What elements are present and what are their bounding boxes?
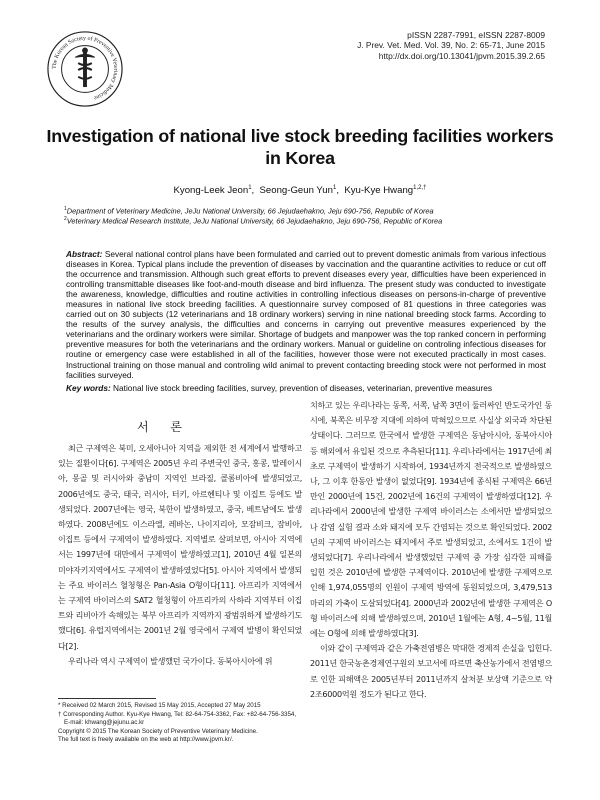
footnote-email[interactable]: E-mail: khwang@jejunu.ac.kr xyxy=(64,719,145,727)
issn-line: pISSN 2287-7991, eISSN 2287-8009 xyxy=(407,30,545,40)
caduceus-icon xyxy=(75,48,95,87)
citation-line: J. Prev. Vet. Med. Vol. 39, No. 2: 65-71, June 2015 xyxy=(357,40,545,51)
keywords-label: Key words: xyxy=(66,383,111,393)
affiliation-2 xyxy=(64,215,544,225)
right-paragraph-2: 이와 같이 구제역과 같은 가축전염병은 막대한 경제적 손실을 입힌다. 2011년 한국농촌경제연구원의 보고서에 따르면 축산농가에서 전염병으로 인한 피해액은 2005년부터 2011년까지 살처분 보상액 기준으로 약 2조6000억원 정도가 된다고 한다. xyxy=(310,644,552,699)
author-1: Kyong-Leek Jeon xyxy=(173,185,249,197)
affiliations xyxy=(64,205,544,226)
author-3-sup: 1,2,† xyxy=(413,185,427,191)
keywords xyxy=(66,383,546,393)
keywords-text: National live stock breeding facilities, survey, prevention of diseases, veterinarian, preventive measures xyxy=(113,383,492,393)
left-paragraph-2: 우리나라 역시 구제역이 발생했던 국가이다. 동북아시아에 위 xyxy=(68,656,273,666)
affiliation-1 xyxy=(64,205,544,215)
journal-seal-logo xyxy=(46,30,124,108)
affiliation-1-sup: 1 xyxy=(64,206,67,212)
right-paragraph-1: 치하고 있는 우리나라는 동쪽, 서쪽, 남쪽 3면이 둘러싸인 반도국가인 동시에, 북쪽은 비무장 지대에 의하여 막혀있으므로 사실상 외국과 차단된 상태이다. 그러므로 한국에서 발생한 구제역은 동남아시아, 동북아시아 등 해외에서 유입된 것으로 추측된다[11]. 우리나라에서는 1917년에 최초로 구제역이 발생하기 시작하여, 1934년까지 전국적으로 발생하였으나, 그 이후 한동안 발생이 없었다[9]. 1934년에 종식된 구제역은 66년만인 2000년에 15건, 2002년에 16건의 구제역이 발생하였다[12]. 우리나라에서 2000년에 발생한 구제역 바이러스는 소에서만 발생되었으나 감염 실험 결과 소와 돼지에 모두 간염되는 것으로 확인되었다. 2002년의 구제역 바이러스는 돼지에서 주로 발생되었고, 소에서도 1건이 발생되었다[7]. 우리나라에서 발생했었던 구제역 중 가장 심각한 피해를 입힌 것은 2010년에 발생한 구제역이다. 2010년에 발생한 구제역으로 인해 1,974,055명의 인원이 구제역 방역에 동원되었으며, 3,479,513마리의 가축이 도살되었다[4]. 2000년과 2002년에 발생한 구제역은 O형 바이러스에 의해 발생하였으며, 2010년 1월에는 A형, 4~5월, 11월에는 O형에 의해 발생하였다[3]. xyxy=(310,401,552,639)
author-2: Seong-Geun Yun xyxy=(259,185,333,197)
author-3: Kyu-Kye Hwang xyxy=(344,185,414,197)
affiliation-2-text: Veterinary Medical Research Institute, JeJu National University, 66 Jejudaehakno, Jeju 690-756, Republic of Korea xyxy=(66,216,443,226)
title-line-2: in Korea xyxy=(265,147,335,168)
abstract-label: Abstract: xyxy=(66,249,103,259)
abstract xyxy=(66,249,546,380)
doi-link[interactable]: http://dx.doi.org/10.13041/jpvm.2015.39.2.65 xyxy=(378,50,545,61)
footnote-copyright: Copyright © 2015 The Korean Society of Preventive Veterinary Medicine. xyxy=(58,727,258,735)
journal-meta xyxy=(285,30,545,61)
author-1-sup: 1 xyxy=(248,185,252,191)
body-column-left xyxy=(58,441,302,669)
footnote xyxy=(58,702,308,745)
title-line-1: Investigation of national live stock breeding facilities workers xyxy=(46,126,554,146)
author-list: Kyong-Leek Jeon$^1$, Seong-Geun Yun$^1$, Kyu-Kye Hwang$^{1,2,\dagger}$ xyxy=(173,185,427,197)
footnote-divider xyxy=(58,698,156,699)
footnote-fulltext: The full text is freely available on the web at http://www.jpvm.kr/. xyxy=(58,736,234,744)
footnote-corresponding: † Corresponding Author. Kyu-Kye Hwang, Tel: 82-64-754-3362, Fax: +82-64-756-3354, xyxy=(58,710,297,718)
affiliation-1-text: Department of Veterinary Medicine, JeJu National University, 66 Jejudaehakno, Jeju 690-756, Republic of Korea xyxy=(66,206,434,216)
affiliation-2-sup: 2 xyxy=(64,216,67,223)
left-paragraph-1: 최근 구제역은 북미, 오세아니아 지역을 제외한 전 세계에서 발행하고 있는 질환이다[6]. 구제역은 2005년 우리 주변국인 중국, 홍콩, 말레이시아, 몽골 및 러시아와 중남미 지역인 브라질, 콜롬비아에 발생되었고, 2006년에도 중국, 태국, 러시아, 터키, 아르헨티나 및 이집트 등에도 발생되었다. 2007년에는 영국, 북한이 발생하였고, 중국, 베트남에도 발생하였다. 2008년에도 이스라엘, 레바논, 나이지리아, 모잠비크, 잠비아, 이집트 등에서 구제역이 발생하였다. 지역별로 살펴보면, 아시아 지역에서는 1997년에 대만에서 구제역이 발생하였고[1], 2010년 4월 일본의 미야자키지역에서도 구제역이 발생하였었다[5]. 아시아 지역에서 발생되는 주요 바이러스 혈청형은 Pan-Asia O형이다[11]. 아프리카 지역에서는 구제역 바이러스의 SAT2 혈청형이 아프리카의 사하라 지역부터 이집트와 리비아가 속해있는 북부 아프리카 지역까지 광범위하게 발생하기도 했다[6]. 유럽지역에서는 2001년 2월 영국에서 구제역 발병이 확인되었다[2]. xyxy=(58,444,302,651)
section-heading-introduction: 서 론 xyxy=(137,420,191,434)
author-2-sup: 1 xyxy=(332,185,337,191)
paper-title xyxy=(40,126,560,169)
seal-arc-text: The Korean Society of Preventive Veterinary Medicine xyxy=(51,35,119,101)
footnote-received: * Received 02 March 2015, Revised 15 May 2015, Accepted 27 May 2015 xyxy=(58,702,261,709)
abstract-text: Several national control plans have been formulated and carried out to prevent domestic animals from various infectious diseases in Korea. Typical plans include the prevention of diseases by vaccination and the quarantine activities to reduce or cut off the occurrence and transmission. Although such great efforts to prevent diseases every year, difficulties have been experienced in controlling transmittable diseases like foot-and-mouth disease and bird influenza. The present study was conducted to investigate the awareness, knowledge, difficulties and routine activities in controlling infectious diseases on persons-in-charge of preventive measures in national live stock breeding facilities. A questionnaire survey composed of 81 questions in three categories was carried out on 30 subjects (12 veterinarians and 18 ordinary workers) serving in nine national breeding stock farms. According to the results of the survey analysis, the difficulties and concerns in carrying out preventive measures experienced by the veterinarians and the ordinary workers were similar. Shortage of budgets and manpower was the top ranked concern in performing preventive measures for both the veterinarians and the ordinary workers. Manual or guideline on controling infectious diseases for routine or emergency case were established in all of the facilities, however those were not executed practically in most cases. Instructional training on those manual and controling wild animal to prevent contacting breeding stock were not performed in most facilities surveyed. xyxy=(66,249,546,380)
body-column-right xyxy=(310,398,552,702)
